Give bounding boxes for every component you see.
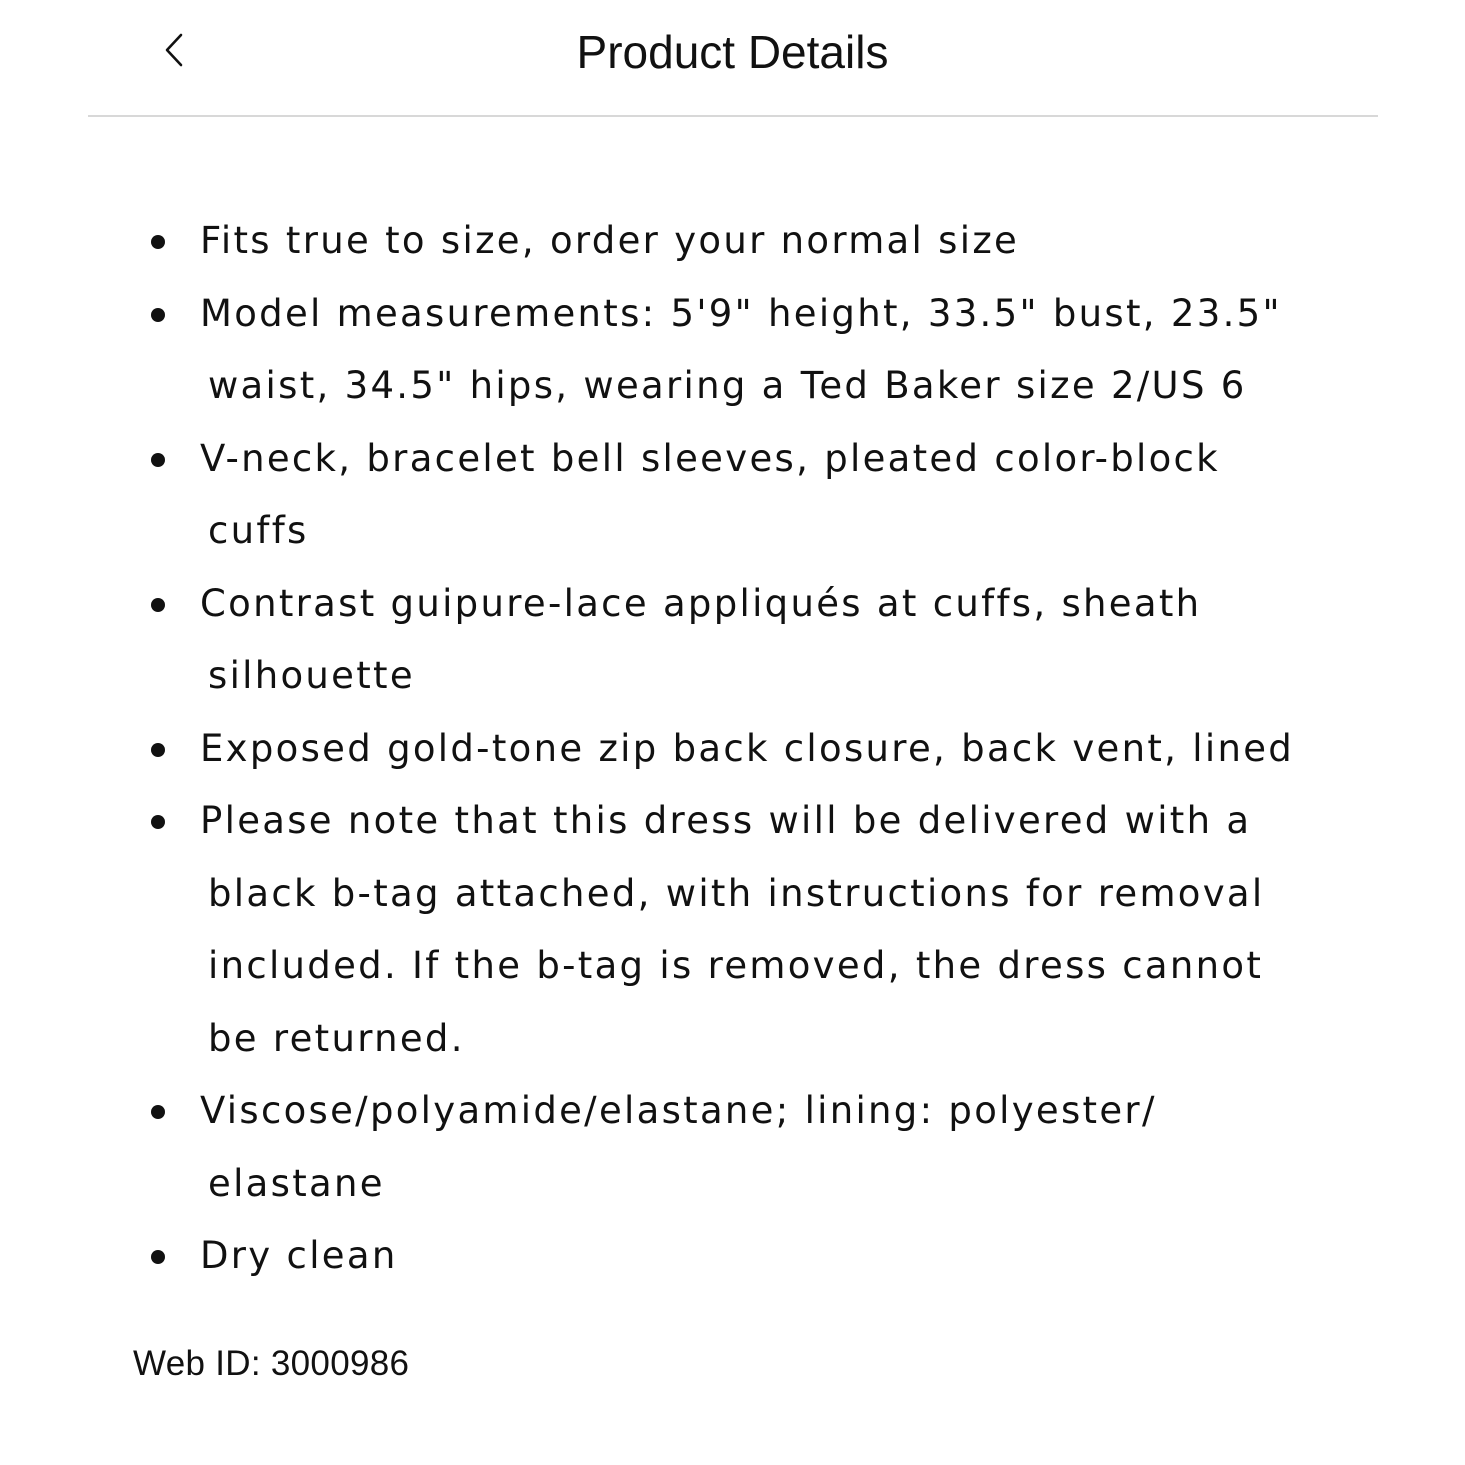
web-id-label: Web ID: 3000986 — [133, 1344, 410, 1383]
detail-text-line: elastane — [208, 1161, 385, 1205]
bullet-icon — [151, 453, 165, 467]
bullet-icon — [151, 1250, 165, 1264]
header-divider — [88, 115, 1378, 117]
header-bar — [0, 0, 1465, 117]
detail-text-line: included. If the b-tag is removed, the dress cannot — [208, 944, 1264, 987]
detail-text-line: cuffs — [208, 509, 309, 552]
bullet-icon — [151, 235, 165, 249]
bullet-icon — [151, 598, 165, 612]
detail-text-line: silhouette — [208, 654, 415, 697]
bullet-icon — [151, 308, 165, 322]
detail-list-item — [0, 205, 1465, 278]
detail-list-item — [0, 568, 1465, 713]
detail-text-line: Model measurements: 5'9" height, 33.5" bust, 23.5" — [200, 291, 1282, 335]
product-details-list — [0, 205, 1465, 1293]
bullet-icon — [151, 743, 165, 757]
detail-text-line: waist, 34.5" hips, wearing a Ted Baker size 2/US 6 — [208, 364, 1247, 407]
detail-text-line: Contrast guipure-lace appliqués at cuffs, sheath — [200, 581, 1202, 625]
detail-text-line: Please note that this dress will be delivered with a — [200, 799, 1252, 842]
bullet-icon — [151, 1105, 165, 1119]
detail-list-item — [0, 423, 1465, 568]
detail-text-line: V-neck, bracelet bell sleeves, pleated color-block — [200, 436, 1220, 480]
page-title: Product Details — [576, 26, 889, 78]
detail-list-item — [0, 713, 1465, 786]
detail-text-line: Dry clean — [200, 1234, 398, 1277]
detail-text-line: Fits true to size, order your normal size — [200, 219, 1020, 262]
detail-list-item — [0, 785, 1465, 1075]
detail-list-item — [0, 1075, 1465, 1220]
detail-text-line: black b-tag attached, with instructions for removal — [208, 871, 1265, 915]
detail-text-line: Viscose/polyamide/elastane; lining: polyester/ — [200, 1089, 1157, 1132]
detail-list-item — [0, 1220, 1465, 1293]
detail-text-line: be returned. — [208, 1016, 465, 1060]
detail-list-item — [0, 278, 1465, 423]
bullet-icon — [151, 815, 165, 829]
detail-text-line: Exposed gold-tone zip back closure, back vent, lined — [200, 726, 1295, 770]
